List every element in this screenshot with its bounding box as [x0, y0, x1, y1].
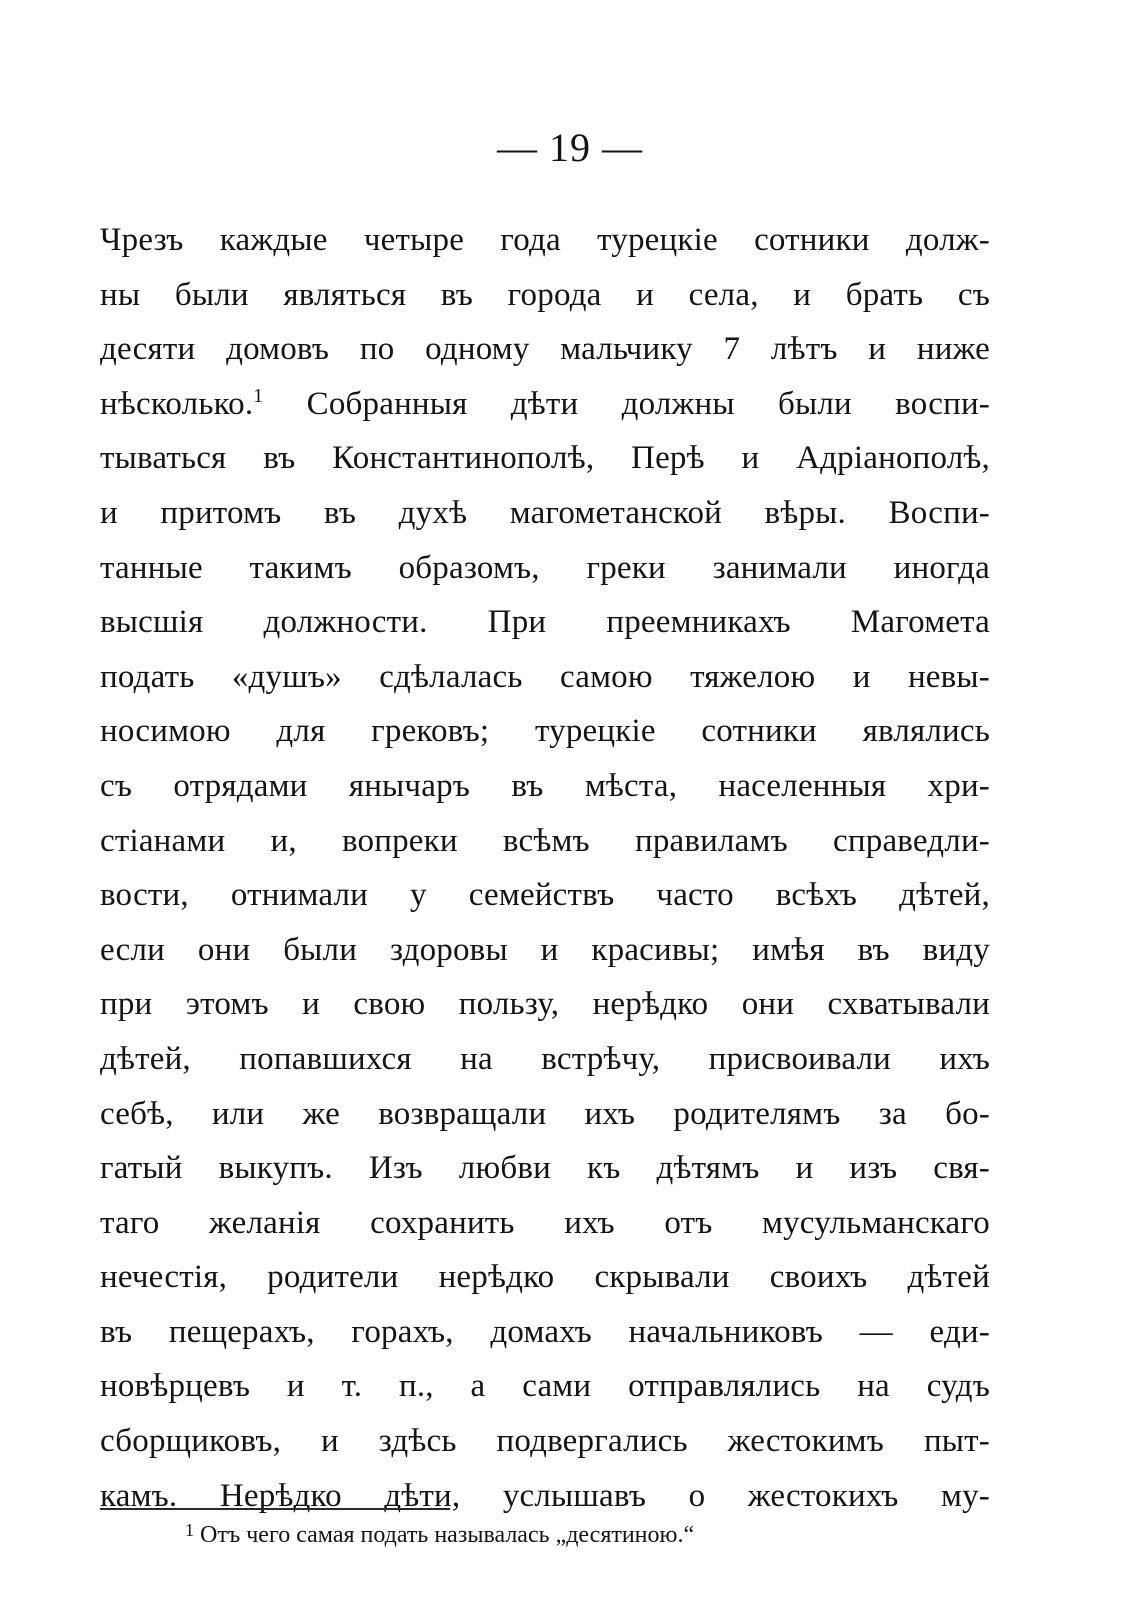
- text-line: новѣрцевъ и т. п., а сами отправлялись на судъ: [100, 1368, 990, 1405]
- text-line-with-footnote-ref: [100, 377, 990, 432]
- page-number: — 19 —: [497, 125, 643, 170]
- text-line: Чрезъ каждые четыре года турецкіе сотники долж-: [100, 222, 990, 258]
- text-line: камъ. Нерѣдко дѣти, услышавъ о жестокихъ му-: [100, 1477, 990, 1514]
- text-line: съ отрядами янычаръ въ мѣста, населенныя хри-: [100, 767, 990, 804]
- text-line: и притомъ въ духѣ магометанской вѣры. Воспи-: [100, 494, 990, 531]
- text-line: стіанами и, вопреки всѣмъ правиламъ справедли-: [100, 822, 990, 859]
- text-line: сборщиковъ, и здѣсь подвергались жестокимъ пыт-: [100, 1423, 990, 1460]
- text-line: въ пещерахъ, горахъ, домахъ начальниковъ — еди-: [100, 1313, 990, 1350]
- text-line: ны были являться въ города и села, и брать съ: [100, 276, 990, 313]
- text-line: танные такимъ образомъ, греки занимали иногда: [100, 549, 990, 586]
- text-line: если они были здоровы и красивы; имѣя въ виду: [100, 931, 990, 968]
- text-line: носимою для грековъ; турецкіе сотники являлись: [100, 713, 990, 750]
- text-line: нечестія, родители нерѣдко скрывали своихъ дѣтей: [100, 1259, 990, 1296]
- body-text: [100, 213, 990, 1523]
- text-line: подать «душъ» сдѣлалась самою тяжелою и невы-: [100, 658, 990, 695]
- footnote-text: Отъ чего самая подать называлась „десятиною.“: [200, 1522, 695, 1548]
- line-segment: нѣсколько.: [100, 385, 254, 422]
- text-line: дѣтей, попавшихся на встрѣчу, присвоивали ихъ: [100, 1040, 990, 1077]
- text-line: себѣ, или же возвращали ихъ родителямъ за бо-: [100, 1095, 990, 1132]
- text-line: таго желанія сохранить ихъ отъ мусульманскаго: [100, 1204, 990, 1241]
- footnote: [185, 1512, 694, 1553]
- line-segment: Собранныя дѣти должны были воспи-: [263, 385, 990, 422]
- text-line: гатый выкупъ. Изъ любви къ дѣтямъ и изъ свя-: [100, 1150, 990, 1187]
- text-line: высшія должности. При преемникахъ Магомета: [100, 604, 990, 641]
- footnote-reference: 1: [253, 384, 264, 407]
- text-line: тываться въ Константинополѣ, Перѣ и Адріанополѣ,: [100, 440, 990, 477]
- footnote-marker: 1: [185, 1520, 194, 1540]
- text-line: вости, отнимали у семействъ часто всѣхъ дѣтей,: [100, 877, 990, 914]
- footnote-divider: [100, 1508, 450, 1510]
- text-line: при этомъ и свою пользу, нерѣдко они схватывали: [100, 986, 990, 1023]
- text-line: десяти домовъ по одному мальчику 7 лѣтъ и ниже: [100, 331, 990, 368]
